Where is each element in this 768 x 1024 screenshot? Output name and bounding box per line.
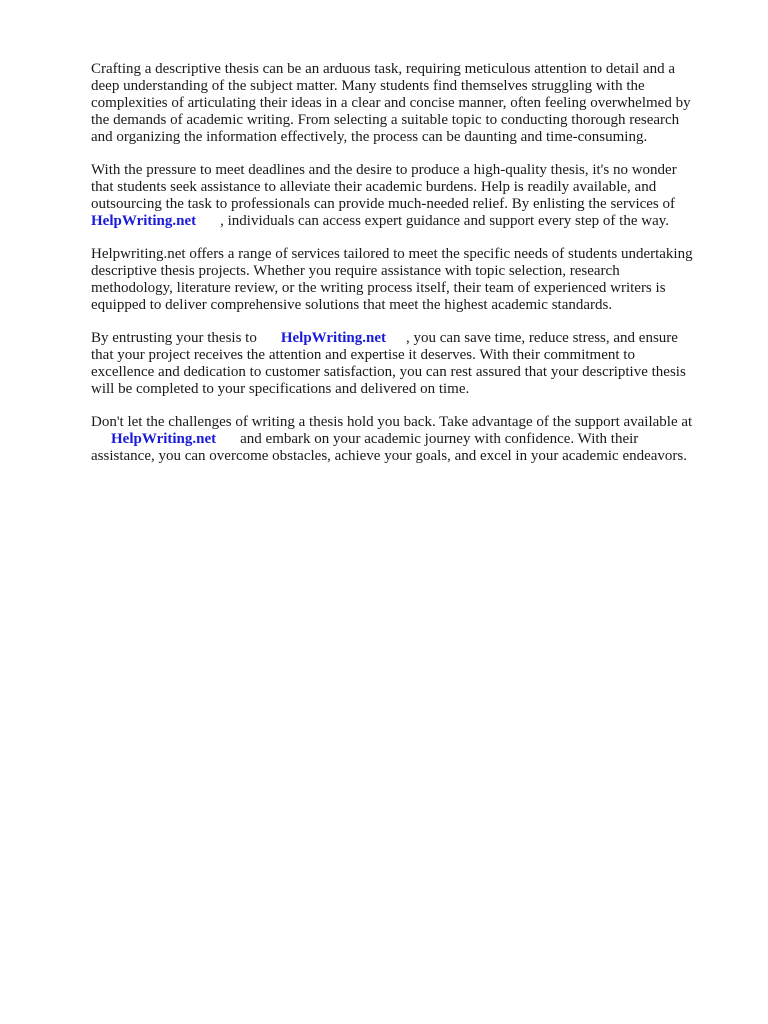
text-line: will be completed to your specifications and delivered on time. (91, 381, 470, 397)
text-line-with-link (91, 330, 723, 347)
document-page (91, 61, 723, 481)
text-fragment: , individuals can access expert guidance and support every step of the way. (220, 213, 670, 229)
paragraph-services (91, 246, 723, 314)
text-line: outsourcing the task to professionals can provide much-needed relief. By enlisting the services of (91, 196, 676, 212)
text-line: that students seek assistance to alleviate their academic burdens. Help is readily available, and (91, 179, 657, 195)
text-line: With the pressure to meet deadlines and the desire to produce a high-quality thesis, it's no wonder (91, 162, 677, 178)
text-line: and organizing the information effectively, the process can be daunting and time-consuming. (91, 129, 648, 145)
text-line: excellence and dedication to customer satisfaction, you can rest assured that your descriptive thesis (91, 364, 686, 380)
text-fragment: By entrusting your thesis to (91, 330, 257, 346)
helpwriting-link[interactable]: HelpWriting.net (280, 330, 386, 346)
text-line-with-link (91, 431, 723, 448)
text-line: that your project receives the attention and expertise it deserves. With their commitment to (91, 347, 635, 363)
text-line: methodology, literature review, or the writing process itself, their team of experienced writers is (91, 280, 666, 296)
text-fragment: and embark on your academic journey with confidence. With their (240, 431, 639, 447)
paragraph-conclusion (91, 414, 723, 465)
text-line: Helpwriting.net offers a range of services tailored to meet the specific needs of students undertaking (91, 246, 693, 262)
text-line-with-link (91, 213, 723, 230)
text-line: complexities of articulating their ideas in a clear and concise manner, often feeling overwhelmed by (91, 95, 691, 111)
text-line: Don't let the challenges of writing a thesis hold you back. Take advantage of the support available at (91, 414, 693, 430)
text-line: assistance, you can overcome obstacles, achieve your goals, and excel in your academic endeavors. (91, 448, 688, 464)
text-fragment: , you can save time, reduce stress, and ensure (405, 330, 678, 346)
text-line: Crafting a descriptive thesis can be an arduous task, requiring meticulous attention to detail and a (91, 61, 675, 77)
helpwriting-link[interactable]: HelpWriting.net (111, 431, 217, 447)
text-line: the demands of academic writing. From selecting a suitable topic to conducting thorough research (91, 112, 680, 128)
paragraph-entrusting (91, 330, 723, 398)
helpwriting-link[interactable]: HelpWriting.net (91, 213, 197, 229)
text-line: deep understanding of the subject matter. Many students find themselves struggling with the (91, 78, 645, 94)
text-line: descriptive thesis projects. Whether you require assistance with topic selection, research (91, 263, 620, 279)
paragraph-assistance (91, 162, 723, 230)
paragraph-intro (91, 61, 723, 146)
text-line: equipped to deliver comprehensive solutions that meet the highest academic standards. (91, 297, 613, 313)
